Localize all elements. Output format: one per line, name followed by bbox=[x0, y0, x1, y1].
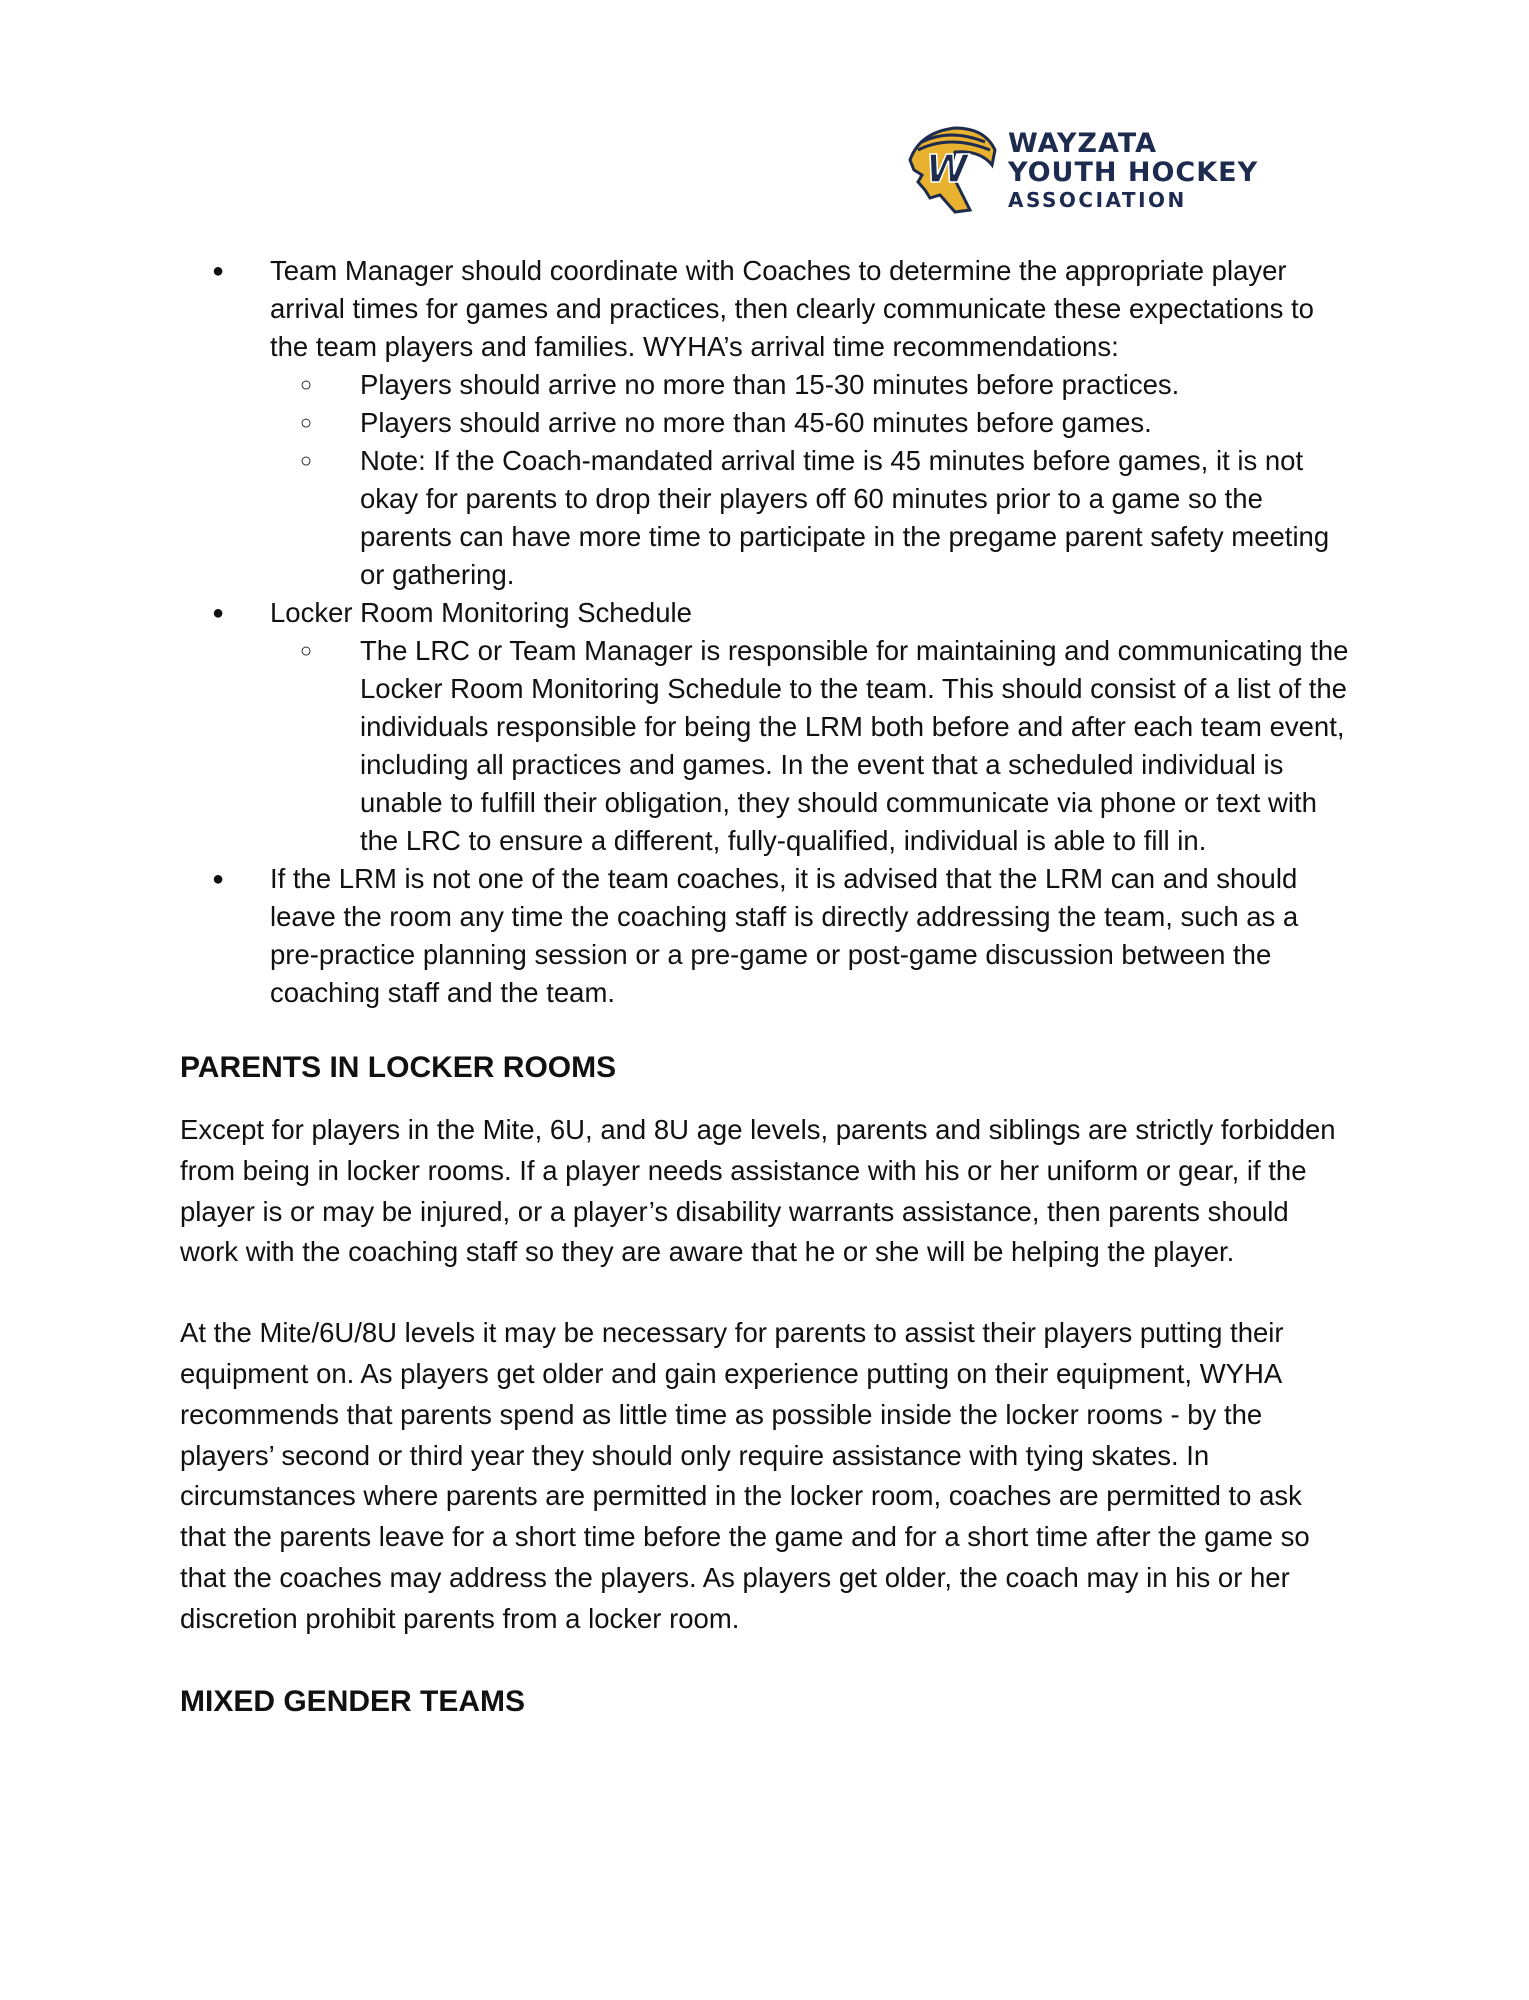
sub-list-item bbox=[270, 404, 1350, 442]
list-item-text: Locker Room Monitoring Schedule bbox=[270, 597, 692, 628]
sub-bullet-list bbox=[270, 632, 1350, 860]
list-item bbox=[180, 860, 1350, 1012]
sub-list-item-text: Players should arrive no more than 15-30 minutes before practices. bbox=[360, 369, 1180, 400]
list-item bbox=[180, 594, 1350, 860]
list-item bbox=[180, 252, 1350, 594]
list-item-text: Team Manager should coordinate with Coaches to determine the appropriate player arrival times for games and practices, then clearly communicate these expectations to the team players and families. WYHA’s arrival time recommendations: bbox=[270, 255, 1314, 362]
sub-list-item-text: Players should arrive no more than 45-60 minutes before games. bbox=[360, 407, 1152, 438]
bullet-icon: ● bbox=[212, 602, 225, 624]
sub-bullet-icon: ○ bbox=[300, 640, 313, 662]
bullet-icon: ● bbox=[212, 868, 225, 890]
sub-bullet-icon: ○ bbox=[300, 374, 313, 396]
section-heading-parents-in-locker-rooms: PARENTS IN LOCKER ROOMS bbox=[180, 1051, 617, 1084]
trojan-helmet-w-icon bbox=[900, 120, 1000, 220]
section-heading-mixed-gender-teams: MIXED GENDER TEAMS bbox=[180, 1684, 526, 1718]
sub-list-item bbox=[270, 632, 1350, 860]
document-body bbox=[180, 252, 1350, 1744]
svg-text:W: W bbox=[926, 147, 968, 191]
logo-line-1: WAYZATA bbox=[1008, 128, 1158, 159]
sub-bullet-list bbox=[270, 366, 1350, 594]
paragraph: At the Mite/6U/8U levels it may be necessary for parents to assist their players putting their equipment on. As players get older and gain experience putting on their equipment, WYHA recommends that parents spend as little time as possible inside the locker rooms - by the players’ second or third year they should only require assistance with tying skates. In circumstances where parents are permitted in the locker room, coaches are permitted to ask that the parents leave for a short time before the game and for a short time after the game so that the coaches may address the players. As players get older, the coach may in his or her discretion prohibit parents from a locker room. bbox=[180, 1317, 1310, 1634]
sub-bullet-icon: ○ bbox=[300, 450, 313, 472]
list-item-text: If the LRM is not one of the team coaches, it is advised that the LRM can and should leave the room any time the coaching staff is directly addressing the team, such as a pre-practice planning session or a pre-game or post-game discussion between the coaching staff and the team. bbox=[270, 863, 1299, 1008]
logo-line-3: ASSOCIATION bbox=[1008, 188, 1187, 212]
sub-list-item-text: Note: If the Coach-mandated arrival time is 45 minutes before games, it is not okay for parents to drop their players off 60 minutes prior to a game so the parents can have more time to participate in the pregame parent safety meeting or gathering. bbox=[360, 445, 1330, 590]
bullet-icon: ● bbox=[212, 260, 225, 282]
sub-list-item-text: The LRC or Team Manager is responsible for maintaining and communicating the Locker Room Monitoring Schedule to the team. This should consist of a list of the individuals responsible for being the LRM both before and after each team event, including all practices and games. In the event that a scheduled individual is unable to fulfill their obligation, they should communicate via phone or text with the LRC to ensure a different, fully-qualified, individual is able to fill in. bbox=[360, 635, 1349, 856]
sub-list-item bbox=[270, 442, 1350, 594]
paragraph: Except for players in the Mite, 6U, and 8U age levels, parents and siblings are strictly forbidden from being in locker rooms. If a player needs assistance with his or her uniform or gear, if the player is or may be injured, or a player’s disability warrants assistance, then parents should work with the coaching staff so they are aware that he or she will be helping the player. bbox=[180, 1114, 1336, 1268]
bullet-list bbox=[180, 252, 1350, 1012]
logo-line-2: YOUTH HOCKEY bbox=[1008, 157, 1259, 188]
logo-wordmark bbox=[1008, 130, 1258, 210]
wyha-logo bbox=[900, 120, 1290, 220]
sub-bullet-icon: ○ bbox=[300, 412, 313, 434]
sub-list-item bbox=[270, 366, 1350, 404]
